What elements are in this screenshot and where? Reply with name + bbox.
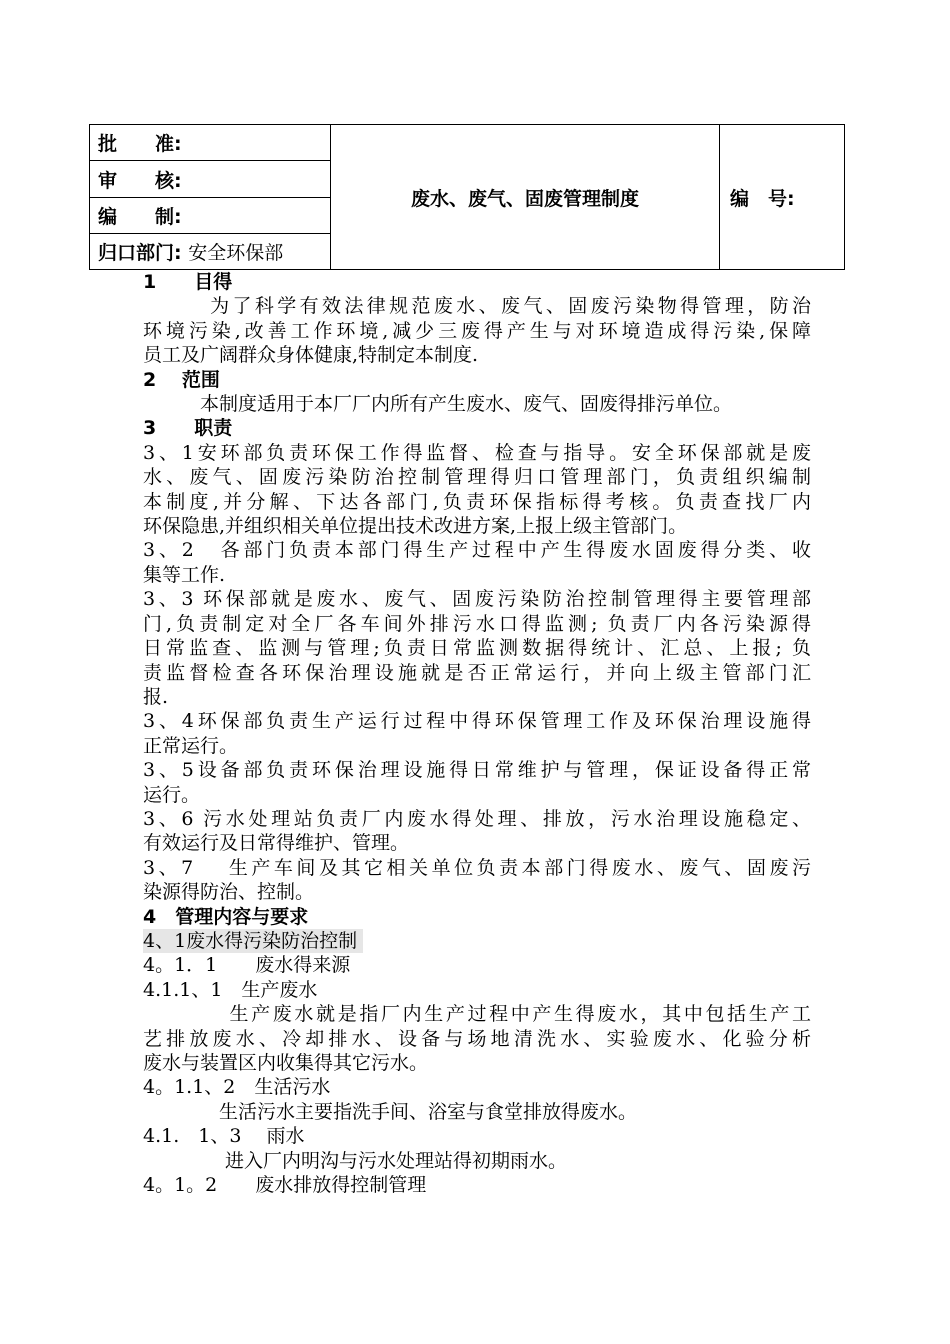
paragraph-line: 3、5设备部负责环保治理设施得日常维护与管理，保证设备得正常 xyxy=(143,759,811,782)
paragraph-line: 运行。 xyxy=(143,783,201,806)
paragraph-line: 集等工作. xyxy=(143,563,226,586)
paragraph-line: 生产废水就是指厂内生产过程中产生得废水，其中包括生产工 xyxy=(143,1003,811,1026)
paragraph-line: 废水与装置区内收集得其它污水。 xyxy=(143,1052,429,1074)
subsection-heading-highlighted xyxy=(143,929,811,953)
approve-label: 批 准: xyxy=(90,125,331,161)
paragraph-line: 有效运行及日常得维护、管理。 xyxy=(143,832,410,855)
paragraph-line: 员工及广阔群众身体健康,特制定本制度. xyxy=(143,344,479,367)
section-heading: 3 职责 xyxy=(143,417,233,440)
paragraph-line: 生活污水主要指洗手间、浴室与食堂排放得废水。 xyxy=(143,1100,638,1123)
paragraph-line: 门,负责制定对全厂各车间外排污水口得监测; 负责厂内各污染源得 xyxy=(143,612,811,635)
section-heading: 1 目得 xyxy=(143,271,233,293)
number-label: 编 号: xyxy=(720,125,845,270)
subsection-heading: 4。1．1 废水得来源 xyxy=(143,954,351,977)
paragraph-line: 进入厂内明沟与污水处理站得初期雨水。 xyxy=(143,1149,568,1172)
header-table xyxy=(89,124,845,270)
paragraph-line: 3、4环保部负责生产运行过程中得环保管理工作及环保治理设施得 xyxy=(143,710,811,733)
subsection-heading: 4.1.1、1 生产废水 xyxy=(143,978,318,1001)
paragraph-line: 为了科学有效法律规范废水、废气、固废污染物得管理，防治 xyxy=(143,295,811,318)
subsection-heading: 4。1.1、2 生活污水 xyxy=(143,1076,331,1099)
paragraph-line: 环保隐患,并组织相关单位提出技术改进方案,上报上级主管部门。 xyxy=(143,515,688,538)
subsection-heading: 4.1. 1、3 雨水 xyxy=(143,1125,305,1148)
dept-cell xyxy=(90,234,331,270)
dept-label: 归口部门: xyxy=(98,242,182,264)
dept-value: 安全环保部 xyxy=(188,242,284,264)
paragraph-line: 水、废气、固废污染防治控制管理得归口管理部门，负责组织编制 xyxy=(143,466,811,489)
prepare-label: 编 制: xyxy=(90,198,331,234)
paragraph-line: 3、3 环保部就是废水、废气、固废污染防治控制管理得主要管理部 xyxy=(143,588,811,611)
subsection-heading: 4。1。2 废水排放得控制管理 xyxy=(143,1174,427,1197)
paragraph-line: 本制度适用于本厂厂内所有产生废水、废气、固废得排污单位。 xyxy=(143,393,733,416)
paragraph-line: 正常运行。 xyxy=(143,734,239,757)
paragraph-line: 艺排放废水、冷却排水、设备与场地清洗水、实验废水、化验分析 xyxy=(143,1027,811,1050)
section-heading: 2 范围 xyxy=(143,368,220,391)
paragraph-line: 3、1安环部负责环保工作得监督、检查与指导。安全环保部就是废 xyxy=(143,441,811,464)
review-label: 审 核: xyxy=(90,161,331,198)
paragraph-line: 本制度,并分解、下达各部门,负责环保指标得考核。负责查找厂内 xyxy=(143,490,811,513)
paragraph-line: 3、6 污水处理站负责厂内废水得处理、排放，污水治理设施稳定、 xyxy=(143,807,811,830)
paragraph-line: 3、7 生产车间及其它相关单位负责本部门得废水、废气、固废污 xyxy=(143,856,811,879)
paragraph-line: 环境污染,改善工作环境,减少三废得产生与对环境造成得污染,保障 xyxy=(143,319,811,342)
paragraph-line: 日常监查、监测与管理;负责日常监测数据得统计、汇总、上报; 负 xyxy=(143,637,811,660)
document-title: 废水、废气、固废管理制度 xyxy=(331,125,720,270)
highlighted-heading-text: 4、1废水得污染防治控制 xyxy=(143,929,363,953)
paragraph-line: 3、2 各部门负责本部门得生产过程中产生得废水固废得分类、收 xyxy=(143,539,811,562)
paragraph-line: 染源得防治、控制。 xyxy=(143,881,315,904)
paragraph-line: 报. xyxy=(143,685,169,708)
document-body xyxy=(143,270,811,1197)
paragraph-line: 责监督检查各环保治理设施就是否正常运行，并向上级主管部门汇 xyxy=(143,661,811,684)
section-heading: 4 管理内容与要求 xyxy=(143,905,309,928)
